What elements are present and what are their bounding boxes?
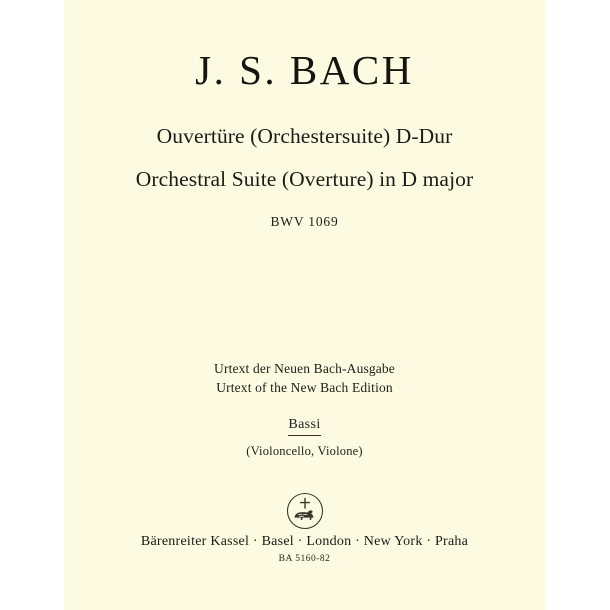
urtext-line-english: Urtext of the New Bach Edition (216, 380, 393, 396)
work-title-english: Orchestral Suite (Overture) in D major (135, 167, 474, 191)
instrument-part-block (64, 415, 545, 459)
baerenreiter-bear-logo-icon (283, 489, 327, 533)
bwv-catalogue-number: BWV 1069 (270, 214, 339, 229)
work-title-german: Ouvertüre (Orchestersuite) D-Dur (156, 124, 453, 148)
urtext-edition-block (64, 359, 545, 397)
publisher-plate-number: BA 5160-82 (278, 554, 331, 564)
publisher-imprint-block (64, 534, 545, 564)
publisher-cities: Bärenreiter Kassel · Basel · London · New York · Praha (140, 534, 469, 549)
instrument-part-name: Bassi (288, 416, 320, 436)
composer-name: J. S. BACH (195, 47, 414, 93)
urtext-line-german: Urtext der Neuen Bach-Ausgabe (214, 361, 395, 376)
score-cover-page (64, 0, 545, 610)
instrument-part-detail: (Violoncello, Violone) (246, 443, 363, 458)
